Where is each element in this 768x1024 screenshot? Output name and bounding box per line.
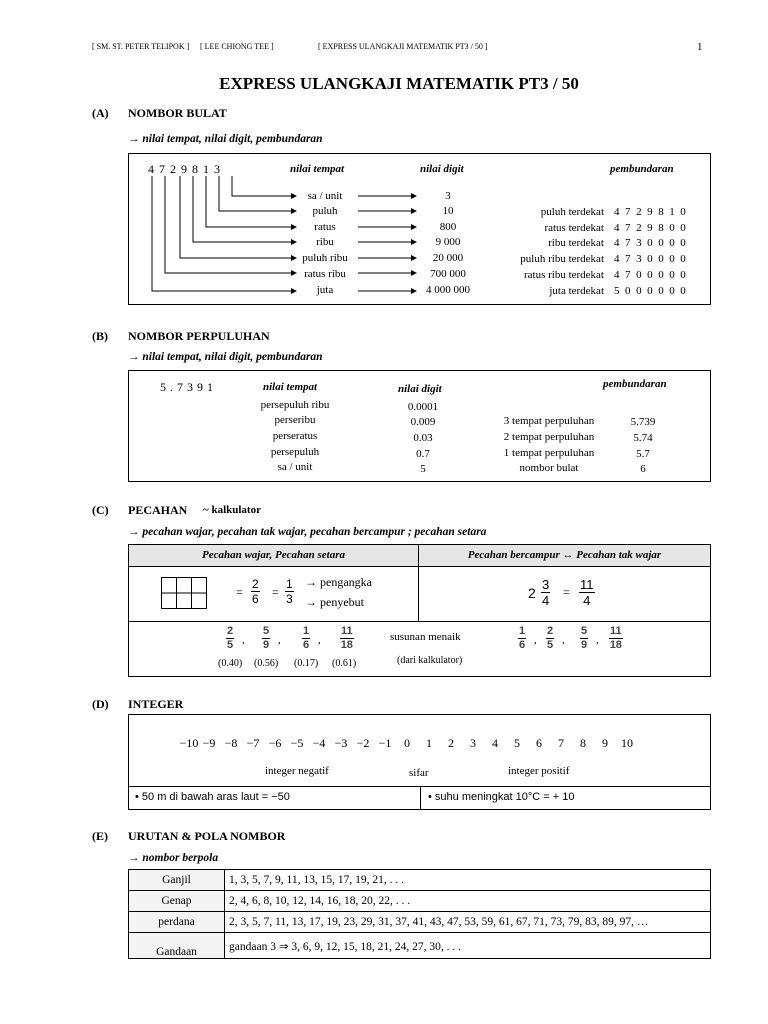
pattern-row xyxy=(129,891,711,912)
denominator-label: → penyebut xyxy=(305,595,364,609)
digit-value: 20 000 xyxy=(432,252,464,264)
place-name: persepuluh ribu xyxy=(260,399,330,411)
col-digit-b: nilai digit xyxy=(398,383,442,395)
whole-number: 4 7 2 9 8 1 3 xyxy=(148,162,221,176)
mixed-whole: 2 xyxy=(528,585,536,601)
decimal-value: (0.40) xyxy=(218,658,243,669)
section-b-letter: (B) xyxy=(92,329,108,343)
rounding-value: 4 7 2 9 8 0 0 xyxy=(614,222,688,234)
section-d-title: INTEGER xyxy=(128,697,184,711)
fraction-numerator: 2 xyxy=(227,625,234,637)
numerator-label: → pengangka xyxy=(305,575,372,589)
integer-example-2: • suhu meningkat 10°C = + 10 xyxy=(428,791,575,803)
integer-value: 5 xyxy=(514,736,520,750)
fraction-numerator: 11 xyxy=(580,577,594,592)
place-name: ribu xyxy=(316,236,334,248)
sorted-fraction-item xyxy=(580,626,588,651)
fraction-denominator: 6 xyxy=(519,639,526,651)
place-name: persepuluh xyxy=(270,446,320,458)
place-name: ratus ribu xyxy=(304,268,346,280)
col-round-b: pembundaran xyxy=(603,378,667,390)
header-doc: [ EXPRESS ULANGKAJI MATEMATIK PT3 / 50 ] xyxy=(318,42,488,51)
rounding-label: ratus terdekat xyxy=(544,222,604,234)
fraction-denominator: 18 xyxy=(340,639,353,651)
pattern-values: gandaan 3 ⇒ 3, 6, 9, 12, 15, 18, 21, 24, 27, 30, . . . xyxy=(225,933,711,959)
rounding-value: 4 7 3 0 0 0 0 xyxy=(614,237,688,249)
digit-value: 9 000 xyxy=(435,236,461,248)
place-name: perseribu xyxy=(274,414,316,426)
header-author: [ LEE CHIONG TEE ] xyxy=(200,42,274,51)
sorted-label: susunan menaik xyxy=(390,631,461,643)
fraction-denominator: 9 xyxy=(581,639,588,651)
sorted-fraction-item xyxy=(546,626,554,651)
place-name: sa / unit xyxy=(277,461,313,473)
section-c-subtitle: → pecahan wajar, pecahan tak wajar, pecahan bercampur ; pecahan setara xyxy=(128,526,487,538)
section-c-row-divider xyxy=(129,621,710,622)
integer-value: −1 xyxy=(378,736,392,750)
fraction-denominator: 4 xyxy=(542,593,550,608)
section-a-subtitle: → nilai tempat, nilai digit, pembundaran xyxy=(128,133,323,145)
digit-value: 10 xyxy=(442,205,454,217)
section-a-letter: (A) xyxy=(92,106,109,120)
pattern-row xyxy=(129,912,711,933)
pattern-row xyxy=(129,870,711,891)
decimal-value: (0.17) xyxy=(294,658,319,669)
fraction-numerator: 2 xyxy=(547,625,554,637)
decimal-value: (0.56) xyxy=(254,658,279,669)
integer-value: −8 xyxy=(224,736,238,750)
pattern-values: 2, 3, 5, 7, 11, 13, 17, 19, 23, 29, 31, 37, 41, 43, 47, 53, 59, 61, 67, 71, 73, 79, 83, 89, 97, … xyxy=(225,912,711,933)
pattern-label: Ganjil xyxy=(129,870,225,891)
place-name: puluh xyxy=(312,205,338,217)
fraction-numerator: 3 xyxy=(542,577,550,592)
rounding-label: 3 tempat perpuluhan xyxy=(503,415,595,427)
integer-value: 6 xyxy=(536,736,542,750)
fraction-numerator: 11 xyxy=(610,625,622,637)
rounding-label: 1 tempat perpuluhan xyxy=(503,447,595,459)
integer-value: −3 xyxy=(334,736,348,750)
rounding-label: nombor bulat xyxy=(519,462,579,474)
integer-value: −2 xyxy=(356,736,370,750)
digit-value: 0.0001 xyxy=(407,401,439,413)
fraction-numerator: 1 xyxy=(286,577,293,591)
fraction-numerator: 11 xyxy=(341,625,353,637)
fraction-1-3 xyxy=(285,578,294,605)
equals-1: = xyxy=(236,585,243,599)
fraction-numerator: 5 xyxy=(263,625,270,637)
header-school: [ SM. ST. PETER TELIPOK ] xyxy=(92,42,190,51)
digit-value: 0.7 xyxy=(416,448,430,460)
fraction-denominator: 3 xyxy=(286,592,293,606)
sorted-fraction-item xyxy=(518,626,526,651)
decimal-number: 5 . 7 3 9 1 xyxy=(160,380,214,394)
label-positive: integer positif xyxy=(508,765,570,777)
page-number: 1 xyxy=(697,41,703,53)
section-c-title: PECAHAN xyxy=(128,503,188,517)
page-title: EXPRESS ULANGKAJI MATEMATIK PT3 / 50 xyxy=(219,74,579,93)
number-pattern-table xyxy=(128,869,711,959)
comma: , xyxy=(242,634,245,646)
section-e-title: URUTAN & POLA NOMBOR xyxy=(128,829,286,843)
place-name: puluh ribu xyxy=(302,252,348,264)
integer-value: 3 xyxy=(470,736,476,750)
integer-value: 2 xyxy=(448,736,454,750)
fraction-item xyxy=(340,626,354,651)
integer-value: 7 xyxy=(558,736,564,750)
fraction-numerator: 5 xyxy=(581,625,588,637)
fraction-denominator: 5 xyxy=(227,639,234,651)
rounding-label: puluh terdekat xyxy=(540,206,604,218)
comma: , xyxy=(278,634,281,646)
section-d-col-divider xyxy=(420,787,421,809)
fraction-numerator: 1 xyxy=(519,625,526,637)
integer-value: 8 xyxy=(580,736,586,750)
digit-value: 0.03 xyxy=(413,432,433,444)
fraction-denominator: 18 xyxy=(609,639,622,651)
integer-value: 1 xyxy=(426,736,432,750)
comma: , xyxy=(534,634,537,646)
improper-fraction xyxy=(579,578,595,607)
rounding-label: juta terdekat xyxy=(549,285,604,297)
integer-value: −10 xyxy=(179,736,199,750)
integer-value: 4 xyxy=(492,736,498,750)
digit-value: 3 xyxy=(445,190,451,202)
rounding-label: ribu terdekat xyxy=(548,237,604,249)
integer-value: −6 xyxy=(268,736,282,750)
pattern-label: Genap xyxy=(129,891,225,912)
fraction-denominator: 6 xyxy=(252,592,259,606)
rounding-value: 5.739 xyxy=(630,416,656,428)
label-negative: integer negatif xyxy=(265,765,329,777)
digit-value: 4 000 000 xyxy=(426,284,470,296)
place-name: perseratus xyxy=(272,430,318,442)
rounding-value: 5.7 xyxy=(636,448,650,460)
section-c-letter: (C) xyxy=(92,503,109,517)
fraction-denominator: 6 xyxy=(303,639,310,651)
place-name: sa / unit xyxy=(307,190,343,202)
fraction-denominator: 9 xyxy=(263,639,270,651)
integer-value: 9 xyxy=(602,736,608,750)
fraction-item xyxy=(302,626,310,651)
rounding-label: puluh ribu terdekat xyxy=(520,253,604,265)
sorted-fraction-item xyxy=(609,626,623,651)
integer-value: 10 xyxy=(621,736,633,750)
fraction-item xyxy=(226,626,234,651)
section-a-title: NOMBOR BULAT xyxy=(128,106,227,120)
section-e-subtitle: → nombor berpola xyxy=(128,852,219,864)
integer-value: −4 xyxy=(312,736,326,750)
calculator-note: (dari kalkulator) xyxy=(397,655,463,666)
integer-value: 0 xyxy=(404,736,410,750)
col-round-a: pembundaran xyxy=(610,163,674,175)
decimal-value: (0.61) xyxy=(332,658,357,669)
integer-example-1: • 50 m di bawah aras laut = −50 xyxy=(135,791,290,803)
place-name: juta xyxy=(316,284,334,296)
integer-value: −9 xyxy=(202,736,216,750)
mixed-fraction xyxy=(541,578,550,607)
col-digit-a: nilai digit xyxy=(420,163,464,175)
comma: , xyxy=(562,634,565,646)
pattern-label: Gandaan xyxy=(129,933,225,959)
fraction-denominator: 4 xyxy=(583,593,591,608)
pattern-values: 2, 4, 6, 8, 10, 12, 14, 16, 18, 20, 22, . . . xyxy=(225,891,711,912)
integer-value: −5 xyxy=(290,736,304,750)
digit-value: 5 xyxy=(420,463,426,475)
pattern-row xyxy=(129,933,711,959)
equals-2: = xyxy=(272,585,279,599)
rounding-value: 5 0 0 0 0 0 0 xyxy=(614,285,688,297)
fraction-2-6 xyxy=(251,578,260,605)
fraction-grid-diagram xyxy=(161,577,207,609)
rounding-value: 4 7 2 9 8 1 0 xyxy=(614,206,688,218)
rounding-value: 6 xyxy=(640,463,646,475)
comma: , xyxy=(596,634,599,646)
rounding-value: 4 7 0 0 0 0 0 xyxy=(614,269,688,281)
comma: , xyxy=(318,634,321,646)
integer-value: −7 xyxy=(246,736,260,750)
place-name: ratus xyxy=(314,221,336,233)
fraction-numerator: 1 xyxy=(303,625,310,637)
rounding-label: 2 tempat perpuluhan xyxy=(503,431,595,443)
label-zero: sifar xyxy=(409,767,429,779)
col-place-b: nilai tempat xyxy=(263,381,318,393)
header-mixed-fraction: Pecahan bercampur ↔ Pecahan tak wajar xyxy=(467,549,662,561)
fraction-denominator: 5 xyxy=(547,639,554,651)
fraction-item xyxy=(262,626,270,651)
mixed-equals: = xyxy=(563,585,570,599)
pattern-values: 1, 3, 5, 7, 9, 11, 13, 15, 17, 19, 21, . . . xyxy=(225,870,711,891)
section-e-letter: (E) xyxy=(92,829,108,843)
section-c-note: ~ kalkulator xyxy=(203,504,261,516)
digit-value: 700 000 xyxy=(430,268,466,280)
digit-value: 0.009 xyxy=(410,416,436,428)
rounding-label: ratus ribu terdekat xyxy=(523,269,604,281)
digit-value: 800 xyxy=(439,221,457,233)
rounding-value: 4 7 3 0 0 0 0 xyxy=(614,253,688,265)
section-b-subtitle: → nilai tempat, nilai digit, pembundaran xyxy=(128,351,323,363)
section-b-title: NOMBOR PERPULUHAN xyxy=(128,329,270,343)
section-d-letter: (D) xyxy=(92,697,109,711)
col-place-a: nilai tempat xyxy=(290,163,345,175)
fraction-numerator: 2 xyxy=(252,577,259,591)
rounding-value: 5.74 xyxy=(633,432,653,444)
header-proper-fraction: Pecahan wajar, Pecahan setara xyxy=(201,549,345,561)
pattern-label: perdana xyxy=(129,912,225,933)
